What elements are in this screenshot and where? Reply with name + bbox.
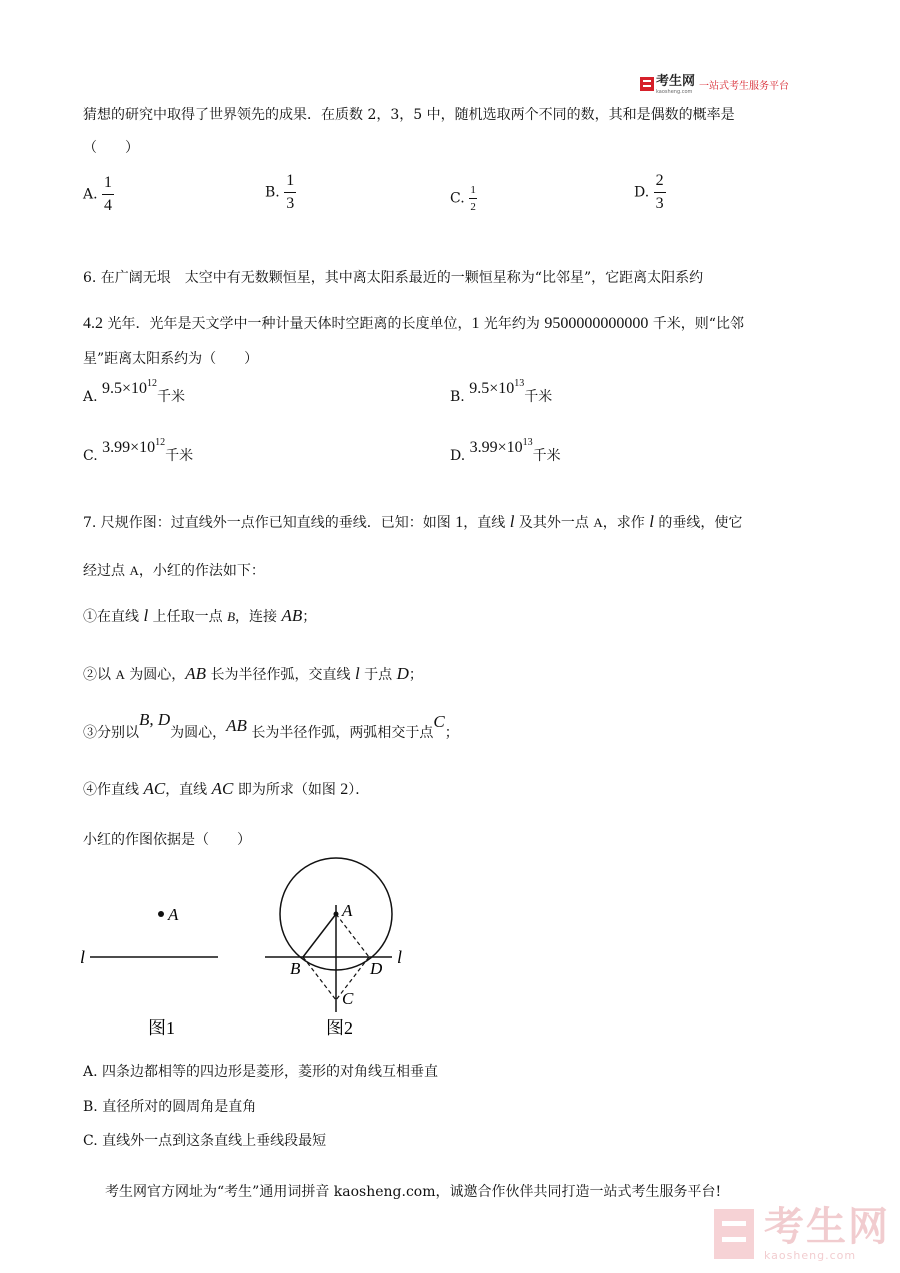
q5-option-a: [83, 174, 114, 215]
q6-option-b: B. $9.5\times 10^{13}$千米: [450, 378, 553, 405]
watermark: [714, 1205, 890, 1262]
fig2-label-l: l: [397, 947, 403, 967]
q7-step3: ③分别以B, D为圆心，AB 长为半径作弧，两弧相交于点C；: [83, 710, 459, 741]
figure-2: [265, 858, 402, 1038]
option-label: B.: [265, 184, 280, 201]
footer-text: 考生网官方网址为“考生”通用词拼音 kaosheng.com，诚邀合作伙伴共同打造一站式考生服务平台!: [105, 1184, 722, 1200]
logo-name: 考生网: [656, 74, 696, 89]
fig2-segment-ad: [336, 914, 369, 957]
q6-option-d: D. $3.99\times 10^{13}$千米: [450, 437, 561, 464]
q7-step4: ④作直线 AC，直线 AC 即为所求（如图 2）．: [83, 779, 370, 798]
q6-line3: 星”距离太阳系约为（ ）: [83, 351, 259, 367]
q7-figures: [70, 850, 430, 1050]
logo-slogan: 一站式考生服务平台: [699, 80, 790, 92]
q7-ask: 小红的作图依据是（ ）: [83, 832, 251, 848]
watermark-name: 考生网: [764, 1204, 890, 1250]
q7-step2: ②以 A 为圆心，AB 长为半径作弧，交直线 l 于点 D；: [83, 664, 423, 683]
q5-option-d: [634, 172, 666, 213]
fig1-label-a: A: [168, 905, 179, 924]
q6-line2: 4.2 光年．光年是天文学中一种计量天体时空距离的长度单位，1 光年约为 9500000000000 千米，则“比邻: [83, 315, 744, 332]
figure-1: [80, 905, 218, 1038]
header-logo: [640, 73, 789, 95]
option-label: C.: [450, 190, 465, 207]
option-label: A.: [83, 186, 98, 203]
q7-option-b: B. 直径所对的圆周角是直角: [83, 1099, 257, 1115]
q6-line1: 6. 在广阔无垠 太空中有无数颗恒星，其中离太阳系最近的一颗恒星称为“比邻星”，它距离太阳系约: [83, 270, 704, 286]
fig2-label-b: B: [290, 959, 301, 978]
q5-stem-line1: 猜想的研究中取得了世界领先的成果．在质数 2，3，5 中，随机选取两个不同的数，其和是偶数的概率是: [83, 107, 735, 123]
fig2-point-a: [334, 912, 339, 917]
fig1-label-l: l: [80, 947, 86, 967]
fig2-caption: 图2: [326, 1018, 353, 1038]
fig2-label-c: C: [342, 989, 354, 1008]
fig2-label-a: A: [342, 901, 353, 920]
fig1-caption: 图1: [148, 1018, 175, 1038]
option-label: D.: [634, 184, 650, 201]
q7-option-a: A. 四条边都相等的四边形是菱形，菱形的对角线互相垂直: [83, 1064, 439, 1080]
fig2-segment-ab: [303, 914, 336, 957]
logo-domain: kaosheng.com: [656, 89, 693, 95]
q5-option-c: [450, 184, 477, 213]
logo-icon: [640, 77, 654, 91]
q5-option-b: [265, 172, 296, 213]
q5-blank: （ ）: [83, 140, 139, 156]
fraction: $\frac{1}{3}$: [286, 172, 295, 212]
logo-text: [656, 73, 695, 95]
q7-option-c: C. 直线外一点到这条直线上垂线段最短: [83, 1133, 327, 1149]
q7-step1: ①在直线 l 上任取一点 B，连接 AB；: [83, 606, 317, 625]
fraction: $\frac{1}{4}$: [104, 174, 113, 214]
fraction: $\frac{1}{2}$: [470, 184, 476, 213]
watermark-logo-icon: [714, 1209, 754, 1259]
q7-line2: 经过点 A，小红的作法如下：: [83, 563, 265, 579]
q6-option-a: A. $9.5\times 10^{12}$千米: [83, 378, 186, 405]
q7-line1: 7. 尺规作图：过直线外一点作已知直线的垂线．已知：如图 1，直线 l 及其外一点 A，求作 l 的垂线，使它: [83, 512, 743, 531]
fraction: $\frac{2}{3}$: [655, 172, 664, 212]
fig2-segment-bc: [303, 957, 336, 1000]
fig2-label-d: D: [370, 959, 383, 978]
fig1-point-a: [158, 911, 164, 917]
q6-option-c: C. $3.99\times 10^{12}$千米: [83, 437, 194, 464]
watermark-domain: kaosheng.com: [764, 1249, 857, 1262]
